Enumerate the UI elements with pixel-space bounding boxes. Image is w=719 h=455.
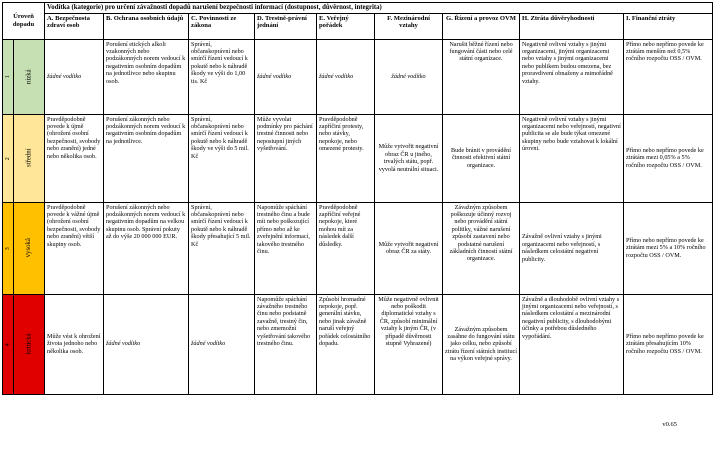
cell-i: Přímo nebo nepřímo povede ke ztrátám mezi 0,05% a 5% ročního rozpočtu OSS / OVM. xyxy=(624,114,713,202)
cell-a: žádné vodítko xyxy=(45,39,104,114)
cell-i: Přímo nebo nepřímo povede ke ztrátám menším než 0,5% ročního rozpočtu OSS / OVM. xyxy=(624,39,713,114)
cell-e: Pravděpodobně zapříčiní protesty, nebo stávky, nepokoje, nebo omezené protesty. xyxy=(317,114,375,202)
cell-h: Závažně ovlivní vztahy s jinými organizacemi nebo veřejností, s následkem celostátní negativní publicity. xyxy=(520,202,624,294)
level-name: nízká xyxy=(14,39,45,114)
level-name: vysoká xyxy=(14,202,45,294)
table-row xyxy=(3,114,713,202)
table-row xyxy=(3,202,713,294)
col-header-a: A. Bezpečnosta zdraví osob xyxy=(45,13,104,39)
cell-c: Správní, občanskoprávní nebo smírčí řízení vedoucí k pokutě nebo k náhradě škody ve výši do 1,00 tis. Kč xyxy=(189,39,255,114)
col-header-b: B. Ochrana osobních údajů xyxy=(104,13,189,39)
cell-g: Závažným způsobem zasáhne do fungování státu jako celku, nebo způsobí ztrátu řízení státních institucí na výkon veřejné správy. xyxy=(443,294,520,394)
level-number: 3 xyxy=(3,202,14,294)
level-number: 1 xyxy=(3,39,14,114)
cell-h: Závažně a dlouhodobě ovlivní vztahy s jinými organizacemi nebo veřejností, s následkem celostátní a mezinárodní negativní publicity, s dlouhodobými účinky a potřebou důsledného vypořádání. xyxy=(520,294,624,394)
cell-g: Závažným způsobem poškozuje účinný rozvoj nebo provádění státní politiky, vážné narušení způsobí zastavení nebo podstatné narušení základních činností státní organizace. xyxy=(443,202,520,294)
cell-f: žádné vodítko xyxy=(375,39,443,114)
col-header-e: E. Veřejný pořádek xyxy=(317,13,375,39)
impact-table xyxy=(2,2,713,395)
cell-h: Negativně ovlivní vztahy s jinými organizacemi, jinými organizacemi nebo vztahy s jinými organizacemi nebo publikem budou omezena, bez proravdivení obnaženy a mimořádně vztahy. xyxy=(520,39,624,114)
cell-d: Napomůže spáchání závažného trestného činu nebo podstatně zavažně, trestný čin, nebo zmemožní vyšetřování takového trestného činu. xyxy=(255,294,317,394)
table-row xyxy=(3,39,713,114)
cell-b: Porušení zákonných nebo podzákonných norem vedoucí k negativním osobním dopadům na jednotlivce. xyxy=(104,114,189,202)
cell-d: Může vyvolat podmínky pro páchání trestné činnosti nebo nepostupní jiných vyšetřování. xyxy=(255,114,317,202)
cell-f: Může vytvořit negativní obraz ČR za státy. xyxy=(375,202,443,294)
level-name: kritická xyxy=(14,294,45,394)
cell-f: Může negativně ovlivnit nebo poškodit diplomatické vztahy s ČR, způsobí minimální vztahy k jiným ČR, (v případě důvěrnosti stupně Vyhrazené) xyxy=(375,294,443,394)
version-label: v0.65 xyxy=(662,421,677,428)
cell-e: Pravděpodobně zapříčiní veřejné nepokoje, které mohou mít za následek další důsledky. xyxy=(317,202,375,294)
cell-h: Negativně ovlivní vztahy s jinými organizacemi nebo veřejností, negativní publicita se ale bude týkat omezené skupiny nebo bude vztahovat k lokální úrovni. xyxy=(520,114,624,202)
cell-d: Napomůže spáchání trestného činu a bude mít nebo poškozující přímo nebo až ke zveřejnění informací, takového trestného činu. xyxy=(255,202,317,294)
level-name: střední xyxy=(14,114,45,202)
level-number: 2 xyxy=(3,114,14,202)
col-header-h: H. Ztráta důvěryhodnosti xyxy=(520,13,624,39)
cell-g: Bude bránit v provádění činnosti efektivní státní organizace. xyxy=(443,114,520,202)
cell-g: Narušit běžné řízení nebo fungování části nebo celé státní organizace. xyxy=(443,39,520,114)
level-header: Úroveň dopadu xyxy=(3,3,45,40)
cell-d: žádné vodítko xyxy=(255,39,317,114)
cell-e: Způsobí hromadné nepokoje, popř. generální stávku, nebo jinak závažně naruší veřejný pořádek celostátního dopadu. xyxy=(317,294,375,394)
cell-a: Pravděpodobně povede k vážné újmě (ohrožení osobní bezpečnosti, svobody nebo zranění) větší skupiny osob. xyxy=(45,202,104,294)
col-header-f: F. Mezinárodní vztahy xyxy=(375,13,443,39)
cell-c: Správní, občanskoprávní nebo smírčí řízení vedoucí k pokutě nebo k náhradě škody přesahující 5 mil. Kč xyxy=(189,202,255,294)
cell-b: žádné vodítko xyxy=(104,294,189,394)
cell-b: Porušení etických alkoli vzakonných nebo podzákonných norem vedoucí k negativním osobním dopadům na jednotlivce nebo skupinu osob. xyxy=(104,39,189,114)
cell-e: žádné vodítko xyxy=(317,39,375,114)
col-header-c: C. Povinnosti ze zákona xyxy=(189,13,255,39)
cell-f: Může vytvořit negativní obraz ČR u jiného, trvalých státu, popř. vyvolá neutrální situaci. xyxy=(375,114,443,202)
level-number: 4 xyxy=(3,294,14,394)
cell-a: Může vést k ohrožení života jednoho nebo několika osob. xyxy=(45,294,104,394)
col-header-d: D. Trestně-právní jednání xyxy=(255,13,317,39)
col-header-g: G. Řízení a provoz OVM xyxy=(443,13,520,39)
cell-a: Pravděpodobně povede k újmě (ohrožení osobní bezpečnosti, svobody nebo zranění) jedné nebo několika osob. xyxy=(45,114,104,202)
cell-c: žádné vodítko xyxy=(189,294,255,394)
main-title: Vodítka (kategorie) pro určení závažnosti dopadů narušení bezpečnosti informací (dostupnost, důvěrnost, integrita) xyxy=(45,3,713,14)
cell-b: Porušení zákonných nebo podzákonných norem vedoucí k negativním dopadům na velkou skupinu osob. Správní pokuty až do výše 20 000 000 EUR. xyxy=(104,202,189,294)
table-row xyxy=(3,294,713,394)
cell-i: Přímo nebo nepřímo povede ke ztrátám přesahujícím 10% ročního rozpočtu OSS / OVM. xyxy=(624,294,713,394)
cell-i: Přímo nebo nepřímo povede ke ztrátám mezi 5% a 10% ročního rozpočtu OSS / OVM. xyxy=(624,202,713,294)
cell-c: Správní, občanskoprávní nebo smírčí řízení vedoucí k pokutě nebo k náhradě škody ve výši do 5 mil. Kč xyxy=(189,114,255,202)
col-header-i: I. Finanční ztráty xyxy=(624,13,713,39)
